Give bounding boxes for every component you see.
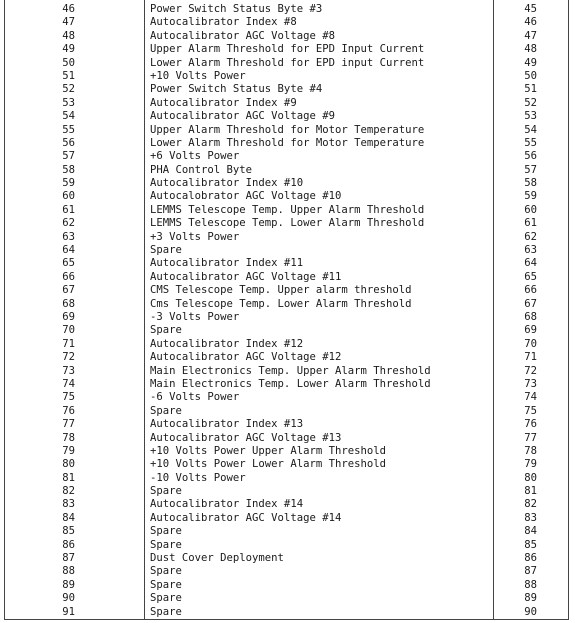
parameter-description: +10 Volts Power Lower Alarm Threshold <box>150 458 386 471</box>
table-row <box>5 177 568 190</box>
parameter-description: Spare <box>150 578 182 591</box>
table-row <box>5 445 568 458</box>
index-number: 87 <box>524 565 537 578</box>
word-number: 52 <box>62 83 75 96</box>
parameter-description: Autocalibrator Index #11 <box>150 257 304 270</box>
index-number: 63 <box>524 244 537 257</box>
parameter-description: Dust Cover Deployment <box>150 552 284 565</box>
index-number: 46 <box>524 16 537 29</box>
parameter-description: Spare <box>150 485 182 498</box>
table-row <box>5 257 568 270</box>
index-number: 49 <box>524 56 537 69</box>
word-number: 74 <box>62 377 75 390</box>
index-number: 74 <box>524 391 537 404</box>
table-row <box>5 271 568 284</box>
word-number: 71 <box>62 337 75 350</box>
table-row <box>5 43 568 56</box>
word-number: 68 <box>62 297 75 310</box>
word-number: 76 <box>62 404 75 417</box>
table-row <box>5 298 568 311</box>
parameter-description: Autocalibrator Index #14 <box>150 498 304 511</box>
index-number: 88 <box>524 578 537 591</box>
table-row <box>5 512 568 525</box>
parameter-description: Main Electronics Temp. Upper Alarm Threshold <box>150 364 431 377</box>
table-row <box>5 137 568 150</box>
table-row <box>5 30 568 43</box>
word-number: 85 <box>62 525 75 538</box>
word-number: 47 <box>62 16 75 29</box>
parameter-description: PHA Control Byte <box>150 163 253 176</box>
word-number: 62 <box>62 217 75 230</box>
index-number: 62 <box>524 230 537 243</box>
index-number: 70 <box>524 337 537 350</box>
table-row <box>5 110 568 123</box>
word-number: 48 <box>62 29 75 42</box>
index-number: 45 <box>524 3 537 15</box>
table-row <box>5 378 568 391</box>
parameter-description: Main Electronics Temp. Lower Alarm Threshold <box>150 377 431 390</box>
word-number: 83 <box>62 498 75 511</box>
parameter-description: Spare <box>150 244 182 257</box>
index-number: 85 <box>524 538 537 551</box>
word-number: 57 <box>62 150 75 163</box>
index-number: 61 <box>524 217 537 230</box>
word-number: 90 <box>62 592 75 605</box>
table-row <box>5 365 568 378</box>
word-number: 66 <box>62 270 75 283</box>
parameter-description: Autocalibrator Index #8 <box>150 16 297 29</box>
parameter-description: -6 Volts Power <box>150 391 240 404</box>
index-number: 68 <box>524 310 537 323</box>
word-number: 70 <box>62 324 75 337</box>
table-row <box>5 57 568 70</box>
index-number: 72 <box>524 364 537 377</box>
word-number: 65 <box>62 257 75 270</box>
index-number: 50 <box>524 69 537 82</box>
word-number: 78 <box>62 431 75 444</box>
parameter-description: Autocalibrator Index #13 <box>150 418 304 431</box>
index-number: 71 <box>524 351 537 364</box>
word-number: 84 <box>62 511 75 524</box>
word-number: 79 <box>62 444 75 457</box>
table-row <box>5 311 568 324</box>
word-number: 60 <box>62 190 75 203</box>
parameter-description: Autocalobrator AGC Voltage #10 <box>150 190 342 203</box>
table-row <box>5 458 568 471</box>
index-number: 57 <box>524 163 537 176</box>
parameter-description: Autocalibrator AGC Voltage #9 <box>150 110 335 123</box>
table-row <box>5 338 568 351</box>
table-row <box>5 579 568 592</box>
parameter-description: Spare <box>150 605 182 618</box>
word-number: 91 <box>62 605 75 618</box>
parameter-description: +3 Volts Power <box>150 230 240 243</box>
word-number: 55 <box>62 123 75 136</box>
parameter-description: +10 Volts Power Upper Alarm Threshold <box>150 444 386 457</box>
table-row <box>5 565 568 578</box>
table-row <box>5 83 568 96</box>
word-number: 49 <box>62 43 75 56</box>
parameter-description: Lower Alarm Threshold for EPD input Current <box>150 56 425 69</box>
parameter-description: Upper Alarm Threshold for Motor Temperature <box>150 123 425 136</box>
table-row <box>5 16 568 29</box>
parameter-description: Autocalibrator Index #12 <box>150 337 304 350</box>
table-row <box>5 552 568 565</box>
word-number: 54 <box>62 110 75 123</box>
parameter-description: Autocalibrator Index #9 <box>150 96 297 109</box>
word-number: 56 <box>62 136 75 149</box>
word-number: 64 <box>62 244 75 257</box>
word-number: 82 <box>62 485 75 498</box>
parameter-description: LEMMS Telescope Temp. Lower Alarm Threshold <box>150 217 425 230</box>
table-row <box>5 324 568 337</box>
parameter-description: LEMMS Telescope Temp. Upper Alarm Threshold <box>150 203 425 216</box>
index-number: 48 <box>524 43 537 56</box>
table-row <box>5 606 568 619</box>
word-number: 88 <box>62 565 75 578</box>
index-number: 84 <box>524 525 537 538</box>
table-body <box>5 3 568 619</box>
word-number: 50 <box>62 56 75 69</box>
table-frame <box>4 0 569 620</box>
index-number: 73 <box>524 377 537 390</box>
word-number: 53 <box>62 96 75 109</box>
index-number: 58 <box>524 177 537 190</box>
table-row <box>5 150 568 163</box>
parameter-description: -10 Volts Power <box>150 471 246 484</box>
parameter-description: Autocalibrator Index #10 <box>150 177 304 190</box>
word-number: 80 <box>62 458 75 471</box>
index-number: 60 <box>524 203 537 216</box>
parameter-description: Upper Alarm Threshold for EPD Input Current <box>150 43 425 56</box>
word-number: 69 <box>62 310 75 323</box>
index-number: 83 <box>524 511 537 524</box>
word-number: 77 <box>62 418 75 431</box>
table-row <box>5 284 568 297</box>
word-number: 67 <box>62 284 75 297</box>
table-row <box>5 164 568 177</box>
parameter-description: Spare <box>150 324 182 337</box>
table-row <box>5 3 568 16</box>
index-number: 52 <box>524 96 537 109</box>
parameter-description: Autocalibrator AGC Voltage #14 <box>150 511 342 524</box>
index-number: 76 <box>524 418 537 431</box>
index-number: 51 <box>524 83 537 96</box>
table-row <box>5 472 568 485</box>
parameter-description: CMS Telescope Temp. Upper alarm threshold <box>150 284 412 297</box>
table-row <box>5 525 568 538</box>
word-number: 58 <box>62 163 75 176</box>
table-row <box>5 204 568 217</box>
index-number: 66 <box>524 284 537 297</box>
table-row <box>5 418 568 431</box>
index-number: 77 <box>524 431 537 444</box>
parameter-description: Spare <box>150 538 182 551</box>
table-row <box>5 498 568 511</box>
index-number: 65 <box>524 270 537 283</box>
index-number: 75 <box>524 404 537 417</box>
index-number: 80 <box>524 471 537 484</box>
parameter-description: Autocalibrator AGC Voltage #12 <box>150 351 342 364</box>
index-number: 67 <box>524 297 537 310</box>
parameter-description: Spare <box>150 404 182 417</box>
parameter-description: Cms Telescope Temp. Lower Alarm Threshold <box>150 297 412 310</box>
parameter-description: Power Switch Status Byte #3 <box>150 3 323 15</box>
table-row <box>5 97 568 110</box>
table-row <box>5 70 568 83</box>
table-row <box>5 539 568 552</box>
word-number: 86 <box>62 538 75 551</box>
index-number: 55 <box>524 136 537 149</box>
word-number: 61 <box>62 203 75 216</box>
table-row <box>5 231 568 244</box>
parameter-description: Spare <box>150 592 182 605</box>
word-number: 59 <box>62 177 75 190</box>
index-number: 53 <box>524 110 537 123</box>
word-number: 73 <box>62 364 75 377</box>
table-row <box>5 592 568 605</box>
parameter-description: +6 Volts Power <box>150 150 240 163</box>
word-number: 75 <box>62 391 75 404</box>
parameter-description: Autocalibrator AGC Voltage #8 <box>150 29 335 42</box>
word-number: 63 <box>62 230 75 243</box>
table-row <box>5 485 568 498</box>
table-row <box>5 391 568 404</box>
index-number: 78 <box>524 444 537 457</box>
index-number: 79 <box>524 458 537 471</box>
parameter-description: +10 Volts Power <box>150 69 246 82</box>
index-number: 89 <box>524 592 537 605</box>
table-row <box>5 405 568 418</box>
parameter-description: -3 Volts Power <box>150 310 240 323</box>
parameter-description: Spare <box>150 565 182 578</box>
parameter-description: Spare <box>150 525 182 538</box>
parameter-description: Power Switch Status Byte #4 <box>150 83 323 96</box>
index-number: 59 <box>524 190 537 203</box>
index-number: 56 <box>524 150 537 163</box>
index-number: 64 <box>524 257 537 270</box>
word-number: 87 <box>62 552 75 565</box>
parameter-description: Autocalibrator AGC Voltage #13 <box>150 431 342 444</box>
table-row <box>5 124 568 137</box>
index-number: 69 <box>524 324 537 337</box>
word-number: 72 <box>62 351 75 364</box>
table-row <box>5 351 568 364</box>
index-number: 81 <box>524 485 537 498</box>
word-number: 81 <box>62 471 75 484</box>
table-row <box>5 217 568 230</box>
index-number: 82 <box>524 498 537 511</box>
index-number: 47 <box>524 29 537 42</box>
parameter-description: Autocalibrator AGC Voltage #11 <box>150 270 342 283</box>
index-number: 90 <box>524 605 537 618</box>
index-number: 54 <box>524 123 537 136</box>
word-number: 51 <box>62 69 75 82</box>
table-row <box>5 190 568 203</box>
parameter-description: Lower Alarm Threshold for Motor Temperature <box>150 136 425 149</box>
word-number: 89 <box>62 578 75 591</box>
word-number: 46 <box>62 3 75 15</box>
index-number: 86 <box>524 552 537 565</box>
table-row <box>5 432 568 445</box>
table-row <box>5 244 568 257</box>
